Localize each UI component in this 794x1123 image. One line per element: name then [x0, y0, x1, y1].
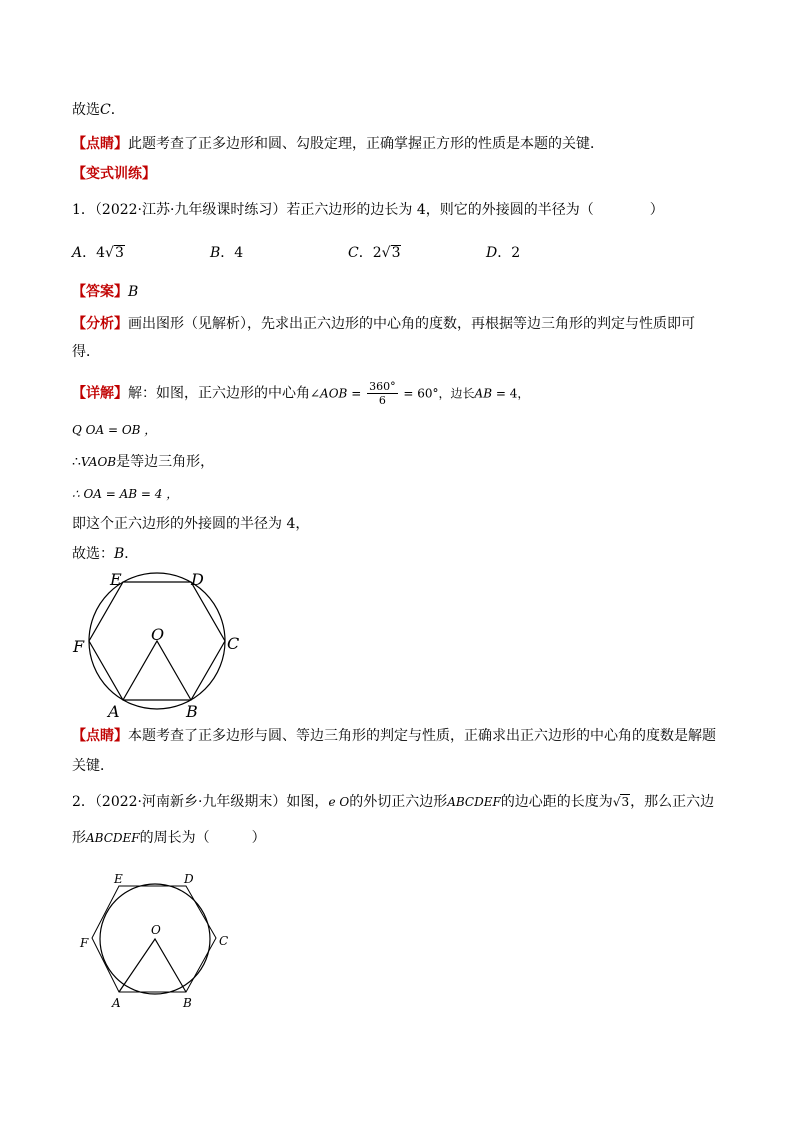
- question-2-mid: 的外切正六边形: [349, 794, 448, 810]
- label-b-2: B: [183, 996, 192, 1010]
- question-2-pre: 2．（2022·河南新乡·九年级期末）如图，: [72, 794, 329, 810]
- label-c-2: C: [219, 934, 229, 948]
- answer-value: B: [128, 284, 139, 300]
- figure-circumscribed-hexagon: [74, 866, 234, 1014]
- detail-tag: 【详解】: [72, 385, 128, 402]
- tip-tag-1: 【点睛】: [72, 136, 128, 152]
- eq-sign-3: = 4，: [492, 386, 530, 401]
- label-d: D: [191, 570, 204, 589]
- choice-var: C: [100, 102, 111, 118]
- triangle-aob-lines: [123, 641, 191, 700]
- tip-text-2a: 本题考查了正多边形与圆、等边三角形的判定与性质，正确求出正六边形的中心角的度数是解题: [128, 728, 716, 744]
- tip-line-2: [72, 726, 716, 746]
- option-c-radicand: 3: [391, 245, 401, 261]
- choice-line-1: [72, 100, 125, 120]
- question-2-end: ，那么正六边: [630, 794, 715, 810]
- question-2-post: 的边心距的长度为: [500, 794, 613, 810]
- option-d-label: D: [486, 245, 498, 261]
- outer-hexagon-abcdef: [92, 886, 216, 992]
- circle-o: e O: [328, 795, 350, 809]
- hexagon-name-1: ABCDEF: [447, 795, 501, 809]
- label-d-2: D: [184, 872, 194, 886]
- label-e-2: E: [114, 872, 123, 886]
- side-ab: AB: [474, 386, 493, 401]
- analysis-text-1: 画出图形（见解析），先求出正六边形的中心角的度数，再根据等边三角形的判定与性质即可: [128, 316, 695, 332]
- choice-line-2: [72, 544, 138, 564]
- eq-sign-1: =: [347, 386, 366, 401]
- option-c-coef: ．2: [358, 245, 382, 261]
- answer-tag: 【答案】: [72, 284, 128, 300]
- step-radius: 即这个正六边形的外接圆的半径为 4，: [72, 516, 310, 532]
- triangle-aob-lines-2: [119, 939, 186, 992]
- label-a: A: [108, 702, 120, 721]
- step-oa-ab: ∴ OA = AB = 4 ，: [72, 487, 179, 501]
- fraction-numerator: 360°: [369, 380, 396, 393]
- analysis-line-1: [72, 314, 695, 334]
- tip-line-2b: 关键．: [72, 758, 114, 774]
- option-a: A．4√3: [72, 245, 124, 261]
- therefore-1: ∴: [72, 454, 81, 470]
- option-d-value: ．2: [497, 245, 521, 261]
- label-a-2: A: [112, 996, 121, 1010]
- question-2-line-2: [72, 828, 266, 848]
- apothem-radicand: 3: [621, 795, 630, 809]
- option-c: C．2√3: [348, 245, 401, 261]
- choice-prefix: 故选: [72, 102, 100, 118]
- label-o-2: O: [151, 923, 161, 937]
- option-b-label: B: [210, 245, 221, 261]
- label-b: B: [186, 702, 198, 721]
- fraction-360-6: [367, 380, 398, 407]
- option-c-label: C: [348, 245, 359, 261]
- eq-sign-2: = 60°，边长: [399, 386, 475, 401]
- detail-pre: 解：如图，正六边形的中心角: [128, 385, 310, 402]
- choice-prefix-2: 故选：: [72, 546, 114, 562]
- figure-inscribed-hexagon: [70, 568, 250, 728]
- label-f: F: [73, 637, 85, 656]
- variant-training-heading: 【变式训练】: [72, 166, 156, 182]
- option-d: [486, 243, 520, 263]
- question-2-line-1: 2．（2022·河南新乡·九年级期末）如图，e O的外切正六边形ABCDEF的边心距的长度为√3，那么正六边: [72, 794, 715, 810]
- option-a-coef: ．4: [82, 245, 106, 261]
- question-1: 1．（2022·江苏·九年级课时练习）若正六边形的边长为 4，则它的外接圆的半径为（ ）: [72, 202, 664, 218]
- label-e: E: [110, 570, 122, 589]
- option-b-value: ．4: [220, 245, 244, 261]
- tip-line-1: [72, 134, 604, 154]
- step-equilateral: [72, 452, 214, 472]
- answer-line: [72, 282, 138, 302]
- choice-suffix: ．: [110, 102, 125, 118]
- detail-line: [72, 380, 529, 407]
- analysis-line-2: 得．: [72, 344, 100, 360]
- label-f-2: F: [80, 936, 89, 950]
- option-b: [210, 243, 243, 263]
- label-o: O: [151, 625, 165, 644]
- choice-var-2: B: [114, 546, 125, 562]
- option-a-radicand: 3: [114, 245, 124, 261]
- equilateral-text: 是等边三角形，: [116, 454, 215, 470]
- hexagon-name-2: ABCDEF: [86, 831, 140, 845]
- option-a-label: A: [72, 245, 83, 261]
- fraction-denominator: 6: [378, 394, 386, 407]
- question-2-line2-post: 的周长为（ ）: [139, 830, 266, 846]
- tip-tag-2: 【点睛】: [72, 728, 128, 744]
- angle-aob: ∠AOB: [310, 386, 348, 401]
- step-oa-ob: Q OA = OB ，: [72, 423, 157, 437]
- analysis-tag: 【分析】: [72, 316, 128, 332]
- choice-suffix-2: ．: [124, 546, 139, 562]
- tip-text-1: 此题考查了正多边形和圆、勾股定理，正确掌握正方形的性质是本题的关键．: [128, 136, 604, 152]
- question-2-line2-pre: 形: [72, 830, 86, 846]
- label-c: C: [227, 634, 240, 653]
- triangle-aob: VAOB: [80, 455, 117, 469]
